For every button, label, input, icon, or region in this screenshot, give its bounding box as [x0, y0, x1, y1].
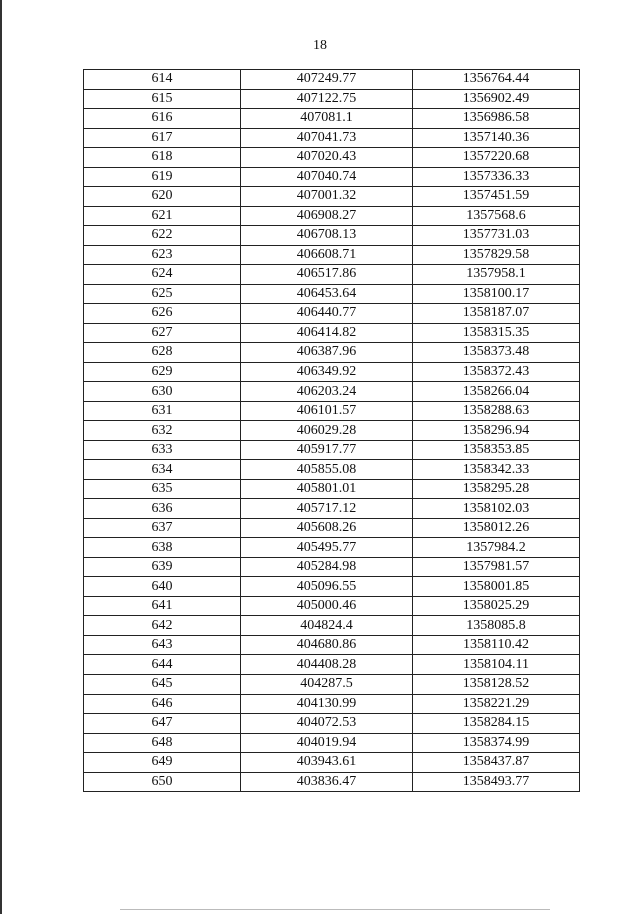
- x-coordinate-cell: 404408.28: [241, 655, 413, 675]
- table-row: [84, 187, 580, 207]
- table-row: [84, 245, 580, 265]
- table-row: [84, 382, 580, 402]
- x-coordinate-cell: 407040.74: [241, 167, 413, 187]
- x-coordinate-cell: 404680.86: [241, 635, 413, 655]
- table-row: [84, 557, 580, 577]
- point-number-cell: 629: [84, 362, 241, 382]
- x-coordinate-cell: 405855.08: [241, 460, 413, 480]
- table-row: [84, 284, 580, 304]
- x-coordinate-cell: 405917.77: [241, 440, 413, 460]
- y-coordinate-cell: 1357140.36: [413, 128, 580, 148]
- y-coordinate-cell: 1356902.49: [413, 89, 580, 109]
- point-number-cell: 619: [84, 167, 241, 187]
- point-number-cell: 620: [84, 187, 241, 207]
- x-coordinate-cell: 406387.96: [241, 343, 413, 363]
- point-number-cell: 634: [84, 460, 241, 480]
- x-coordinate-cell: 404287.5: [241, 674, 413, 694]
- y-coordinate-cell: 1357336.33: [413, 167, 580, 187]
- x-coordinate-cell: 405801.01: [241, 479, 413, 499]
- table-row: [84, 714, 580, 734]
- x-coordinate-cell: 406608.71: [241, 245, 413, 265]
- table-row: [84, 362, 580, 382]
- point-number-cell: 632: [84, 421, 241, 441]
- x-coordinate-cell: 407122.75: [241, 89, 413, 109]
- x-coordinate-cell: 407001.32: [241, 187, 413, 207]
- point-number-cell: 638: [84, 538, 241, 558]
- table-row: [84, 753, 580, 773]
- point-number-cell: 639: [84, 557, 241, 577]
- x-coordinate-cell: 406414.82: [241, 323, 413, 343]
- x-coordinate-cell: 403943.61: [241, 753, 413, 773]
- table-row: [84, 421, 580, 441]
- table-row: [84, 148, 580, 168]
- y-coordinate-cell: 1358493.77: [413, 772, 580, 792]
- table-row: [84, 343, 580, 363]
- table-row: [84, 304, 580, 324]
- y-coordinate-cell: 1358001.85: [413, 577, 580, 597]
- point-number-cell: 622: [84, 226, 241, 246]
- x-coordinate-cell: 406203.24: [241, 382, 413, 402]
- table-row: [84, 460, 580, 480]
- y-coordinate-cell: 1358373.48: [413, 343, 580, 363]
- y-coordinate-cell: 1358128.52: [413, 674, 580, 694]
- x-coordinate-cell: 407041.73: [241, 128, 413, 148]
- y-coordinate-cell: 1356986.58: [413, 109, 580, 129]
- y-coordinate-cell: 1356764.44: [413, 70, 580, 90]
- y-coordinate-cell: 1358342.33: [413, 460, 580, 480]
- y-coordinate-cell: 1357829.58: [413, 245, 580, 265]
- y-coordinate-cell: 1357568.6: [413, 206, 580, 226]
- x-coordinate-cell: 404072.53: [241, 714, 413, 734]
- x-coordinate-cell: 406349.92: [241, 362, 413, 382]
- table-row: [84, 674, 580, 694]
- x-coordinate-cell: 405608.26: [241, 518, 413, 538]
- page-number: 18: [313, 38, 327, 53]
- table-row: [84, 440, 580, 460]
- point-number-cell: 633: [84, 440, 241, 460]
- y-coordinate-cell: 1358012.26: [413, 518, 580, 538]
- y-coordinate-cell: 1358296.94: [413, 421, 580, 441]
- y-coordinate-cell: 1358353.85: [413, 440, 580, 460]
- point-number-cell: 621: [84, 206, 241, 226]
- scan-edge-left: [0, 0, 2, 914]
- y-coordinate-cell: 1358288.63: [413, 401, 580, 421]
- point-number-cell: 626: [84, 304, 241, 324]
- table-row: [84, 109, 580, 129]
- point-number-cell: 640: [84, 577, 241, 597]
- table-row: [84, 616, 580, 636]
- table-row: [84, 538, 580, 558]
- coordinates-table: [83, 69, 580, 792]
- table-row: [84, 323, 580, 343]
- x-coordinate-cell: 405717.12: [241, 499, 413, 519]
- y-coordinate-cell: 1357731.03: [413, 226, 580, 246]
- x-coordinate-cell: 404130.99: [241, 694, 413, 714]
- y-coordinate-cell: 1358102.03: [413, 499, 580, 519]
- x-coordinate-cell: 407081.1: [241, 109, 413, 129]
- x-coordinate-cell: 407249.77: [241, 70, 413, 90]
- table-row: [84, 167, 580, 187]
- point-number-cell: 635: [84, 479, 241, 499]
- x-coordinate-cell: 405284.98: [241, 557, 413, 577]
- table-row: [84, 128, 580, 148]
- coordinates-table-body: [84, 70, 580, 792]
- table-row: [84, 226, 580, 246]
- y-coordinate-cell: 1358085.8: [413, 616, 580, 636]
- x-coordinate-cell: 407020.43: [241, 148, 413, 168]
- scan-edge-bottom: [120, 909, 550, 910]
- point-number-cell: 617: [84, 128, 241, 148]
- table-row: [84, 577, 580, 597]
- point-number-cell: 649: [84, 753, 241, 773]
- table-row: [84, 635, 580, 655]
- y-coordinate-cell: 1358315.35: [413, 323, 580, 343]
- table-row: [84, 733, 580, 753]
- y-coordinate-cell: 1357451.59: [413, 187, 580, 207]
- y-coordinate-cell: 1358284.15: [413, 714, 580, 734]
- x-coordinate-cell: 406453.64: [241, 284, 413, 304]
- x-coordinate-cell: 406517.86: [241, 265, 413, 285]
- point-number-cell: 624: [84, 265, 241, 285]
- y-coordinate-cell: 1357220.68: [413, 148, 580, 168]
- x-coordinate-cell: 406029.28: [241, 421, 413, 441]
- x-coordinate-cell: 406101.57: [241, 401, 413, 421]
- point-number-cell: 646: [84, 694, 241, 714]
- table-row: [84, 265, 580, 285]
- table-row: [84, 206, 580, 226]
- y-coordinate-cell: 1358025.29: [413, 596, 580, 616]
- point-number-cell: 643: [84, 635, 241, 655]
- y-coordinate-cell: 1358295.28: [413, 479, 580, 499]
- table-row: [84, 772, 580, 792]
- point-number-cell: 644: [84, 655, 241, 675]
- y-coordinate-cell: 1357981.57: [413, 557, 580, 577]
- x-coordinate-cell: 406708.13: [241, 226, 413, 246]
- x-coordinate-cell: 404019.94: [241, 733, 413, 753]
- point-number-cell: 625: [84, 284, 241, 304]
- table-row: [84, 401, 580, 421]
- point-number-cell: 645: [84, 674, 241, 694]
- point-number-cell: 648: [84, 733, 241, 753]
- y-coordinate-cell: 1358374.99: [413, 733, 580, 753]
- point-number-cell: 641: [84, 596, 241, 616]
- y-coordinate-cell: 1358110.42: [413, 635, 580, 655]
- point-number-cell: 615: [84, 89, 241, 109]
- point-number-cell: 637: [84, 518, 241, 538]
- y-coordinate-cell: 1358100.17: [413, 284, 580, 304]
- y-coordinate-cell: 1358437.87: [413, 753, 580, 773]
- point-number-cell: 623: [84, 245, 241, 265]
- table-row: [84, 694, 580, 714]
- y-coordinate-cell: 1358104.11: [413, 655, 580, 675]
- x-coordinate-cell: 405495.77: [241, 538, 413, 558]
- point-number-cell: 628: [84, 343, 241, 363]
- point-number-cell: 650: [84, 772, 241, 792]
- table-row: [84, 89, 580, 109]
- point-number-cell: 636: [84, 499, 241, 519]
- table-row: [84, 479, 580, 499]
- x-coordinate-cell: 406908.27: [241, 206, 413, 226]
- point-number-cell: 618: [84, 148, 241, 168]
- x-coordinate-cell: 405096.55: [241, 577, 413, 597]
- point-number-cell: 614: [84, 70, 241, 90]
- table-row: [84, 596, 580, 616]
- point-number-cell: 627: [84, 323, 241, 343]
- y-coordinate-cell: 1358221.29: [413, 694, 580, 714]
- point-number-cell: 616: [84, 109, 241, 129]
- y-coordinate-cell: 1358187.07: [413, 304, 580, 324]
- table-row: [84, 518, 580, 538]
- y-coordinate-cell: 1357984.2: [413, 538, 580, 558]
- table-row: [84, 499, 580, 519]
- table-row: [84, 70, 580, 90]
- point-number-cell: 642: [84, 616, 241, 636]
- y-coordinate-cell: 1358372.43: [413, 362, 580, 382]
- x-coordinate-cell: 405000.46: [241, 596, 413, 616]
- y-coordinate-cell: 1357958.1: [413, 265, 580, 285]
- point-number-cell: 647: [84, 714, 241, 734]
- x-coordinate-cell: 406440.77: [241, 304, 413, 324]
- x-coordinate-cell: 403836.47: [241, 772, 413, 792]
- point-number-cell: 630: [84, 382, 241, 402]
- x-coordinate-cell: 404824.4: [241, 616, 413, 636]
- point-number-cell: 631: [84, 401, 241, 421]
- table-row: [84, 655, 580, 675]
- y-coordinate-cell: 1358266.04: [413, 382, 580, 402]
